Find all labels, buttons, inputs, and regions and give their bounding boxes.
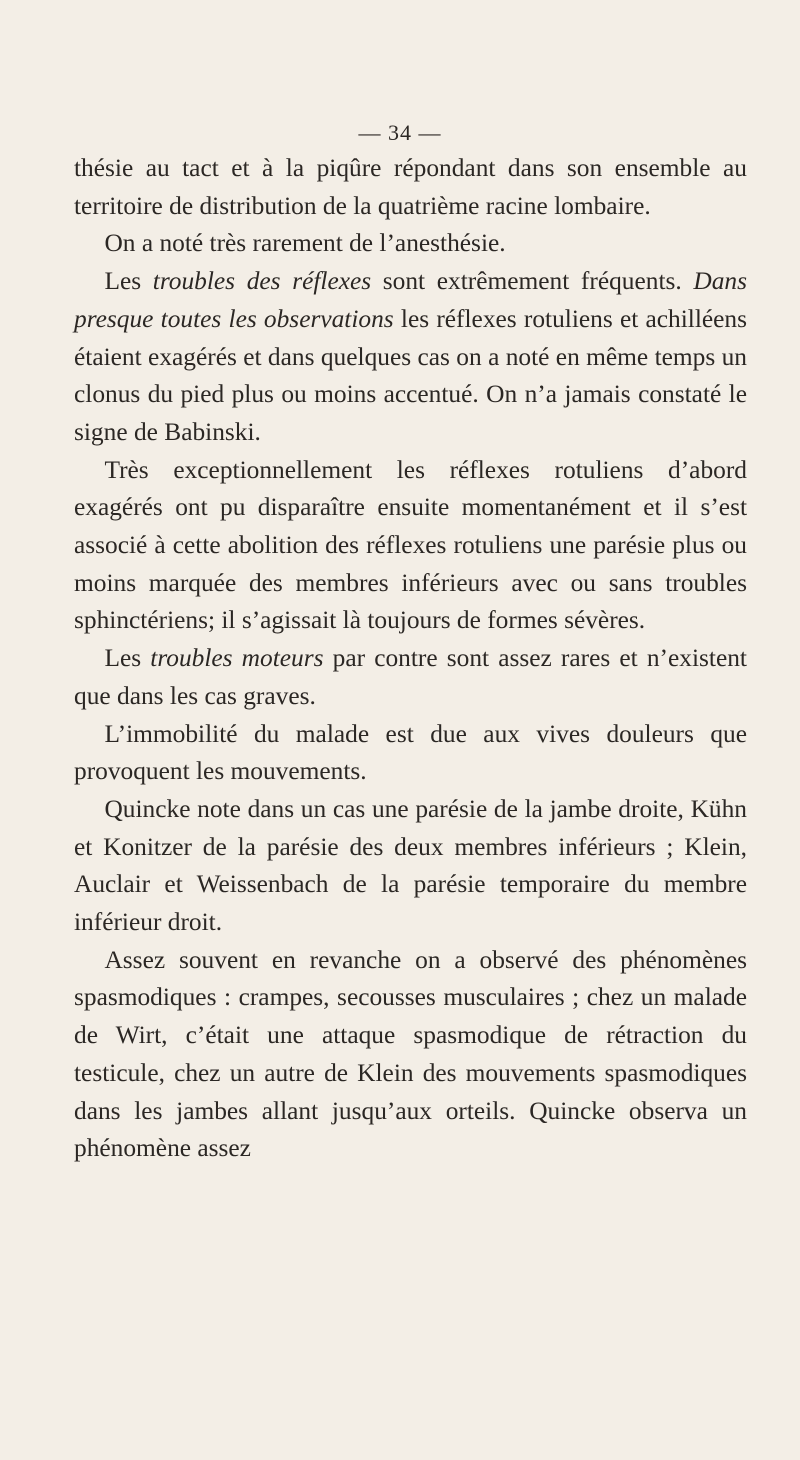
text-segment: les réflexes rotuliens et achilléens étaient exagérés et dans quelques cas on a noté en même temps un clonus du pied plus ou moins accentué. On n’a jamais constaté le signe de Babinski. [74, 304, 747, 446]
text-segment: On a noté très rarement de l’anesthésie. [104, 229, 506, 258]
italic-text: troubles moteurs [150, 644, 324, 673]
text-segment: sont extrêmement fréquents. [371, 267, 694, 296]
text-segment: L’immobilité du malade est due aux vives douleurs que provoquent les mouvements. [74, 719, 747, 786]
body-text [74, 150, 747, 1168]
paragraph [74, 263, 747, 452]
paragraph [74, 150, 747, 225]
text-segment: Les [104, 644, 151, 673]
italic-text: troubles des réflexes [152, 267, 372, 296]
text-segment: Les [104, 267, 153, 296]
text-segment: Quincke note dans un cas une parésie de la jambe droite, Kühn et Konitzer de la parésie des deux membres inférieurs ; Klein, Auclair et Weissenbach de la parésie temporaire du membre inférieur droit. [74, 794, 747, 937]
paragraph [74, 452, 747, 641]
paragraph [74, 942, 747, 1168]
text-segment: Assez souvent en revanche on a observé des phénomènes spasmodiques : crampes, secousses musculaires ; chez un malade de Wirt, c’était une attaque spasmodique de rétraction du testicule, chez un autre de Klein des mouvements spasmodiques dans les jambes allant jusqu’aux orteils. Quincke observa un phénomène assez [74, 945, 747, 1163]
paragraph [74, 791, 747, 942]
paragraph [74, 640, 747, 715]
paragraph [74, 716, 747, 791]
italic-text: Dans presque toutes les observations [74, 267, 747, 333]
text-segment: par contre sont assez rares et n’existent que dans les cas graves. [74, 644, 747, 710]
page-number: — 34 — [358, 120, 442, 145]
text-segment: thésie au tact et à la piqûre répondant dans son ensemble au territoire de distribution de la quatrième racine lombaire. [74, 154, 747, 220]
paragraph [74, 225, 747, 263]
text-segment: Très exceptionnellement les réflexes rotuliens d’abord exagérés ont pu disparaître ensuite momentanément et il s’est associé à cette abolition des réflexes rotuliens une parésie plus ou moins marquée des membres inférieurs avec ou sans troubles sphinctériens; il s’agissait là toujours de formes sévères. [74, 455, 747, 635]
